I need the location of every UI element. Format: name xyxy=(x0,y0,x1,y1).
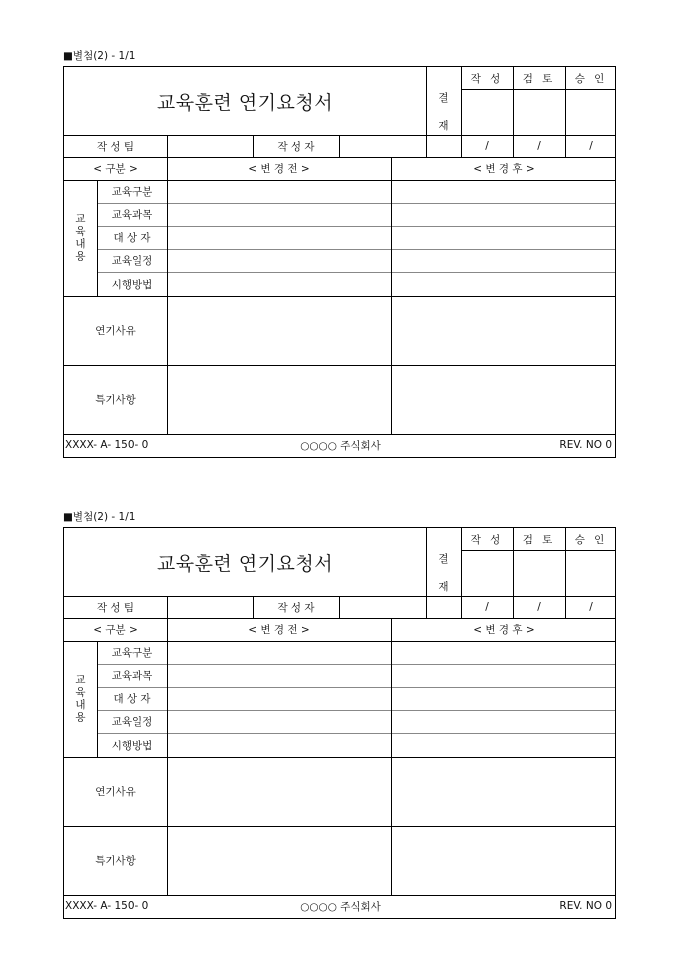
content-row-label: 교육구분 xyxy=(111,186,153,198)
team-field[interactable] xyxy=(167,596,253,618)
author-label: 작 성 자 xyxy=(277,601,315,614)
reason-label: 연기사유 xyxy=(95,325,136,337)
approval-col-author: 작 성 xyxy=(470,72,504,85)
approval-date-approve[interactable]: / xyxy=(589,601,593,613)
team-label: 작 성 팀 xyxy=(96,601,135,614)
approval-date-approve[interactable]: / xyxy=(589,140,593,152)
content-row-label: 교육일정 xyxy=(111,255,153,267)
content-label: 교육내용 xyxy=(74,213,86,263)
approval-label: 결 재 xyxy=(438,553,449,593)
reason-label: 연기사유 xyxy=(95,786,136,798)
author-field[interactable] xyxy=(339,596,426,618)
form-sheet xyxy=(63,66,616,458)
header-before: < 변 경 전 > xyxy=(248,163,310,175)
content-label: 교육내용 xyxy=(74,674,86,724)
header-after: < 변 경 후 > xyxy=(473,163,535,175)
footer-rev: REV. NO 0 xyxy=(559,439,612,451)
footer-company: ○○○○ 주식회사 xyxy=(300,900,381,913)
notes-label: 특기사항 xyxy=(95,394,136,406)
header-before: < 변 경 전 > xyxy=(248,624,310,636)
content-row-label: 교육구분 xyxy=(111,647,153,659)
approval-date-author[interactable]: / xyxy=(485,601,489,613)
content-row-label: 시행방법 xyxy=(111,278,153,291)
approval-col-approve: 승 인 xyxy=(574,72,608,85)
content-row-label: 대 상 자 xyxy=(113,693,151,705)
approval-label: 결 재 xyxy=(438,92,449,132)
content-row-label: 교육과목 xyxy=(111,670,153,682)
approval-col-approve: 승 인 xyxy=(574,533,608,546)
content-row-label: 대 상 자 xyxy=(113,232,151,244)
approval-date-author[interactable]: / xyxy=(485,140,489,152)
form-title: 교육훈련 연기요청서 xyxy=(156,552,334,575)
content-row-label: 교육일정 xyxy=(111,716,153,728)
form-title: 교육훈련 연기요청서 xyxy=(156,91,334,114)
footer-rev: REV. NO 0 xyxy=(559,900,612,912)
header-category: < 구분 > xyxy=(93,624,138,636)
approval-col-author: 작 성 xyxy=(470,533,504,546)
form-sheet xyxy=(63,527,616,919)
form-label: ■별첨(2) - 1/1 xyxy=(63,50,136,62)
form-label: ■별첨(2) - 1/1 xyxy=(63,511,136,523)
header-after: < 변 경 후 > xyxy=(473,624,535,636)
footer-company: ○○○○ 주식회사 xyxy=(300,439,381,452)
content-row-label: 시행방법 xyxy=(111,739,153,752)
approval-date-review[interactable]: / xyxy=(537,601,541,613)
team-field[interactable] xyxy=(167,135,253,157)
approval-col-review: 검 토 xyxy=(522,533,556,546)
team-label: 작 성 팀 xyxy=(96,140,135,153)
footer-code: XXXX- A- 150- 0 xyxy=(65,900,149,912)
author-field[interactable] xyxy=(339,135,426,157)
header-category: < 구분 > xyxy=(93,163,138,175)
approval-col-review: 검 토 xyxy=(522,72,556,85)
footer-code: XXXX- A- 150- 0 xyxy=(65,439,149,451)
author-label: 작 성 자 xyxy=(277,140,315,153)
notes-label: 특기사항 xyxy=(95,855,136,867)
content-row-label: 교육과목 xyxy=(111,209,153,221)
approval-date-review[interactable]: / xyxy=(537,140,541,152)
